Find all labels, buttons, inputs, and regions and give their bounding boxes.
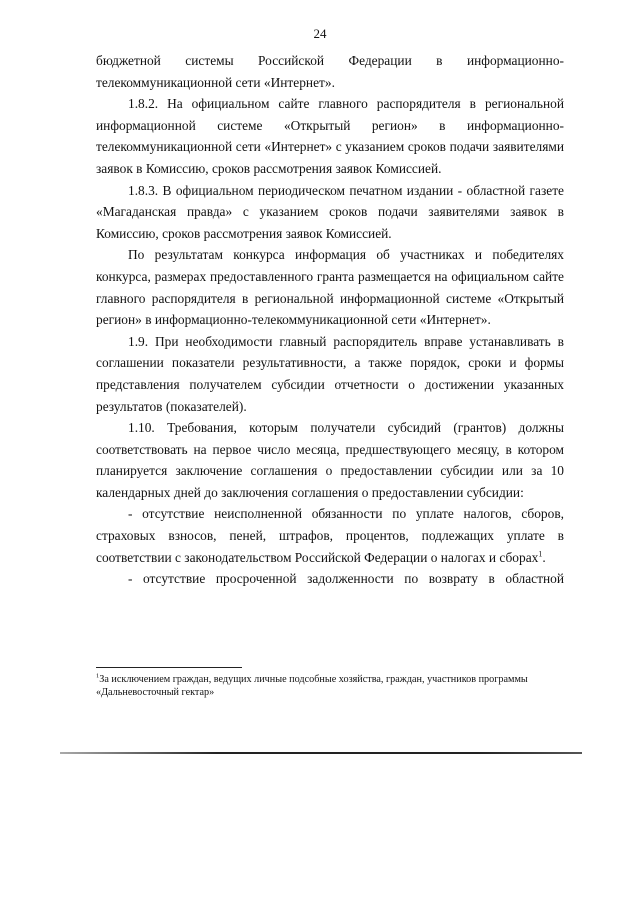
page-number: 24 <box>313 26 327 41</box>
paragraph-1-8-3: 1.8.3. В официальном периодическом печатном издании - областной газете «Магаданская правда» с указанием сроков подачи заявителями заявок в Комиссию, сроков рассмотрения заявок Комиссией. <box>96 182 564 241</box>
paragraph-contest-results: По результатам конкурса информация об участниках и победителях конкурса, размерах предоставленного гранта размещается на официальном сайте главного распорядителя в региональной информационной системе «Открытый регион» в информационно-телекоммуникационной сети «Интернет». <box>96 247 564 328</box>
paragraph-1-9: 1.9. При необходимости главный распорядитель вправе устанавливать в соглашении показатели результативности, а также порядок, сроки и формы представления получателем субсидии отчетности о достижении указанных результатов (показателей). <box>96 333 564 414</box>
footnote-reference: 1 <box>538 549 543 559</box>
paragraph-1-8-2: 1.8.2. На официальном сайте главного распорядителя в региональной информационной системе «Открытый регион» в информационно-телекоммуникационной сети «Интернет» с указанием сроков подачи заявителями заявок в Комиссию, сроков рассмотрения заявок Комиссией. <box>96 96 564 176</box>
scan-edge-line <box>60 752 582 754</box>
document-body <box>96 50 564 590</box>
paragraph-no-overdue-debt: - отсутствие просроченной задолженности по возврату в областной <box>128 571 564 587</box>
paragraph-1-10: 1.10. Требования, которым получатели субсидий (грантов) должны соответствовать на первое число месяца, предшествующего месяцу, в котором планируется заключение соглашения о предоставлении субсидии или за 10 календарных дней до заключения соглашения о предоставлении субсидии: <box>96 420 564 500</box>
footnote-marker: 1 <box>96 672 100 680</box>
paragraph-no-tax-debt-text: - отсутствие неисполненной обязанности по уплате налогов, сборов, страховых взносов, пеней, штрафов, процентов, подлежащих уплате в соответствии с законодательством Российской Федерации о налогах и сборах <box>96 506 564 565</box>
footnote <box>96 673 566 699</box>
paragraph-no-tax-debt: - отсутствие неисполненной обязанности по уплате налогов, сборов, страховых взносов, пеней, штрафов, процентов, подлежащих уплате в соответствии с законодательством Российской Федерации о налогах и сборах$^1$. <box>96 506 564 565</box>
paragraph-budget-system: бюджетной системы Российской Федерации в информационно-телекоммуникационной сети «Интернет». <box>96 53 564 90</box>
footnote-text: За исключением граждан, ведущих личные подсобные хозяйства, граждан, участников программы «Дальневосточный гектар» <box>96 674 528 698</box>
footnote-divider <box>96 667 242 668</box>
